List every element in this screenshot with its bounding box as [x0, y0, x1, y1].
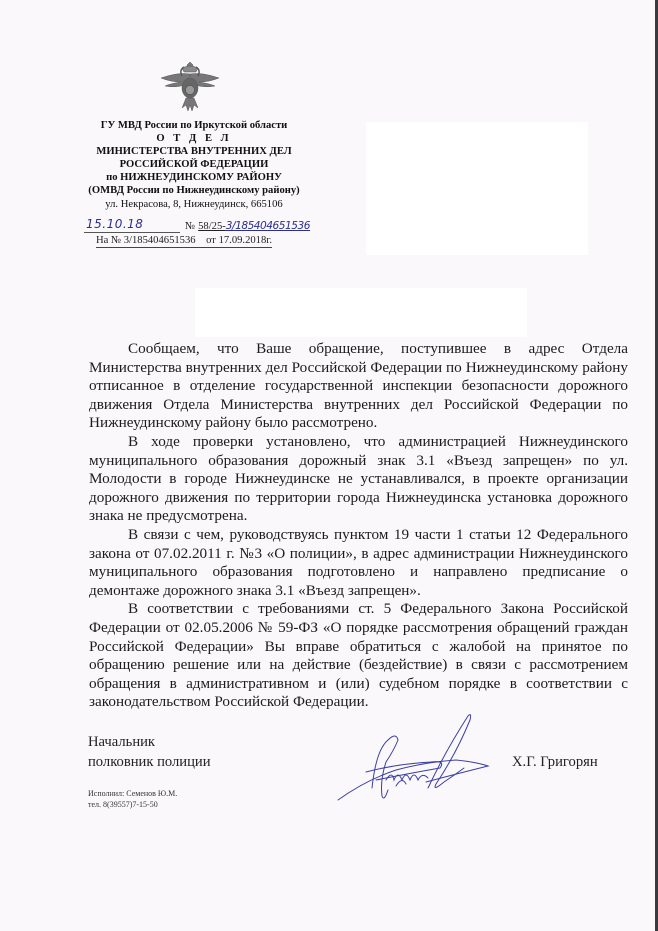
letterhead-line: по НИЖНЕУДИНСКОМУ РАЙОНУ: [106, 172, 282, 184]
body-paragraph: В соответствии с требованиями ст. 5 Федерального Закона Российской Федерации от 02.05.2006 № 59-ФЗ «О порядке рассмотрения обращений граждан Российской Федерации» Вы вправе обратиться с жалобой на принятое по обращению решение или на действие (бездействие) в связи с рассмотрением обращения в административном и (или) судебном порядке в соответствии с законодательством Российской Федерации.: [89, 600, 628, 711]
body-paragraph: В связи с чем, руководствуясь пунктом 19 части 1 статьи 12 Федерального закона от 07.02.2011 г. №3 «О полиции», в адрес администрации Нижнеудинского муниципального образования подготовлено и направлено предписание о демонтаже дорожного знака 3.1 «Въезд запрещен».: [89, 525, 628, 599]
letterhead-address: ул. Некрасова, 8, Нижнеудинск, 665106: [105, 198, 283, 210]
letterhead-line: О Т Д Е Л: [156, 133, 232, 145]
number-printed: 58/25-: [198, 221, 226, 232]
letterhead: [78, 119, 310, 211]
letterhead-line: ГУ МВД России по Иркутской области: [100, 120, 288, 131]
reference-block: [84, 216, 364, 248]
eagle-emblem-icon: [160, 60, 220, 118]
signatory-position: [88, 733, 211, 772]
signatory-position-line: Начальник: [88, 734, 156, 750]
letterhead-line: РОССИЙСКОЙ ФЕДЕРАЦИИ: [119, 159, 269, 171]
handwritten-signature-icon: [336, 710, 492, 804]
signatory-name: Х.Г. Григорян: [512, 754, 598, 770]
outgoing-reference: [84, 216, 364, 233]
outgoing-number: [185, 220, 310, 233]
body-paragraph: Сообщаем, что Ваше обращение, поступившее в адрес Отдела Министерства внутренних дел Российской Федерации по Нижнеудинскому району отписанное в отделение государственной инспекции безопасности дорожного движения Отдела Министерства внутренних дел Российской Федерации по Нижнеудинскому району было рассмотрено.: [89, 340, 628, 432]
number-sign: №: [185, 221, 196, 232]
executor-info: [88, 788, 177, 810]
executor-phone: тел. 8(39557)7-15-50: [88, 800, 158, 809]
redacted-recipient-block: [366, 122, 588, 255]
executor-name: Исполнил: Семенов Ю.М.: [88, 789, 178, 798]
letter-body: [89, 340, 628, 712]
reply-to-reference: На № 3/185404651536 от 17.09.2018г.: [96, 235, 273, 246]
signatory-rank-line: полковник полиции: [88, 753, 211, 770]
body-paragraph: В ходе проверки установлено, что администрацией Нижнеудинского муниципального образования дорожный знак 3.1 «Въезд запрещен» по ул. Молодости в городе Нижнеудинске не устанавливался, в проекте организации дорожного движения по территории города Нижнеудинска установка дорожного знака не предусмотрена.: [89, 432, 628, 525]
redacted-subject-block: [195, 288, 527, 337]
number-handwritten: 3/185404651536: [225, 220, 310, 232]
letterhead-line: МИНИСТЕРСТВА ВНУТРЕННИХ ДЕЛ: [96, 146, 292, 158]
handwritten-date: 15.10.18: [84, 217, 180, 233]
letterhead-line: (ОМВД России по Нижнеудинскому району): [88, 185, 300, 197]
